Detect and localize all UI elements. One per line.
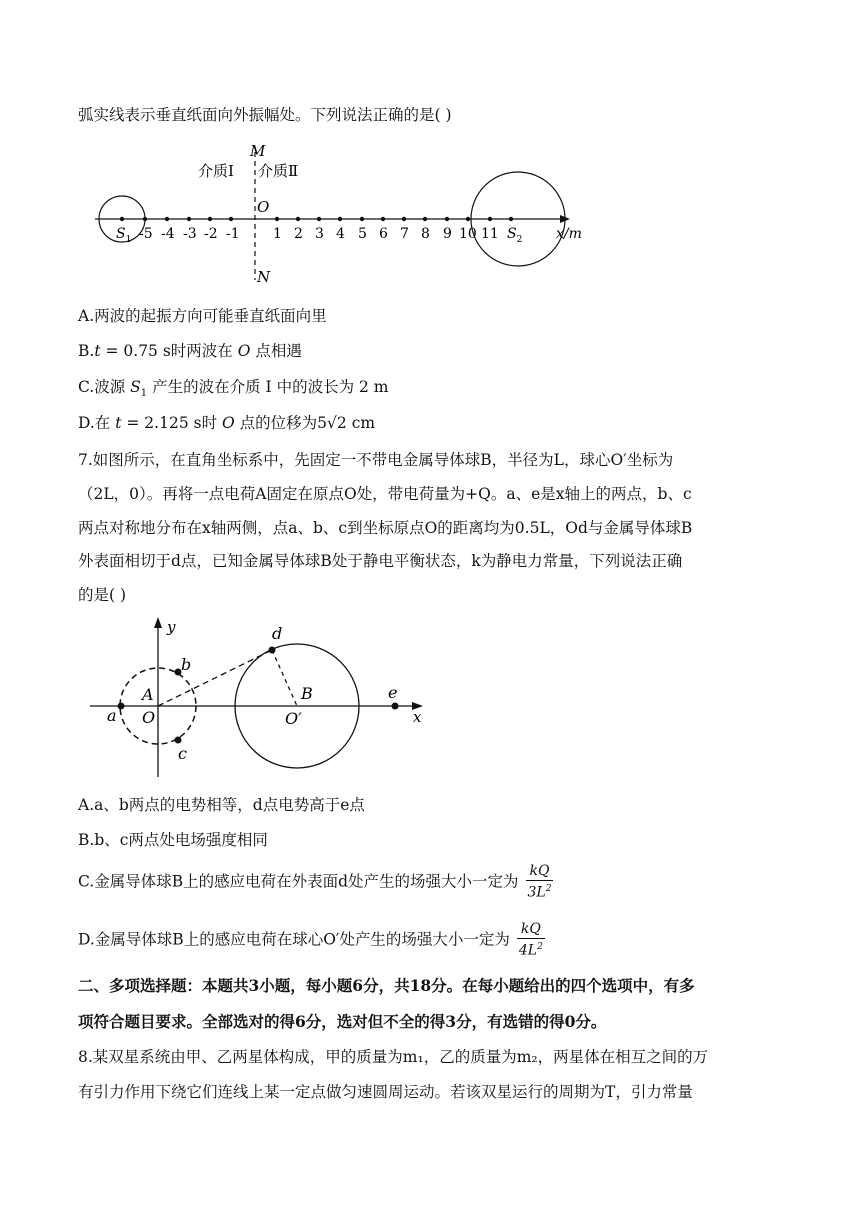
label-c: c xyxy=(178,744,187,763)
label-O: O xyxy=(257,198,270,216)
q6-option-d: D.在 t = 2.125 s时 O 点的位移为5√2 cm xyxy=(78,414,376,432)
label-S2: $S_2$ xyxy=(507,226,523,245)
q7-stem-line3: 两点对称地分布在x轴两侧，点a、b、c到坐标原点O的距离均为0.5L，Od与金属导体球B xyxy=(78,519,693,537)
q7-stem-line1: 7.如图所示，在直角坐标系中，先固定一不带电金属导体球B，半径为L，球心O′坐标为 xyxy=(78,451,674,469)
section2-heading-line2: 项符合题目要求。全部选对的得6分，选对但不全的得3分，有选错的得0分。 xyxy=(78,1012,607,1031)
fraction-kq-4l2: $\frac{kQ}{4L^2}$ xyxy=(518,921,543,959)
label-a: a xyxy=(107,706,117,725)
label-O: O xyxy=(142,708,156,727)
q6-wave-figure xyxy=(90,140,610,290)
tick-11: 11 xyxy=(481,226,499,242)
q6-intro: 弧实线表示垂直纸面向外振幅处。下列说法正确的是( ) xyxy=(78,106,452,124)
q7-stem-line5: 的是( ) xyxy=(78,586,127,604)
q7-option-a: A.a、b两点的电势相等，d点电势高于e点 xyxy=(78,796,365,814)
label-M: M xyxy=(250,142,266,160)
label-Oprime: O′ xyxy=(285,709,302,728)
label-A: A xyxy=(142,685,154,704)
q8-stem-line1: 8.某双星系统由甲、乙两星体构成，甲的质量为m₁，乙的质量为m₂，两星体在相互之间的万 xyxy=(78,1048,709,1066)
label-e: e xyxy=(388,683,398,702)
q7-option-d: D.金属导体球B上的感应电荷在球心O′处产生的场强大小一定为 $\frac{kQ}{4L^2}$ xyxy=(78,921,543,959)
tick-neg-2: -2 xyxy=(204,226,218,242)
tick-neg-4: -4 xyxy=(161,226,175,242)
axis-label: x/m xyxy=(556,226,582,242)
fraction-kq-3l2: $\frac{kQ}{3L^2}$ xyxy=(527,863,552,901)
tick-9: 9 xyxy=(443,226,452,242)
tick-4: 4 xyxy=(336,226,345,242)
q7-stem-line4: 外表面相切于d点，已知金属导体球B处于静电平衡状态，k为静电力常量，下列说法正确 xyxy=(78,552,683,570)
tick-neg-1: -1 xyxy=(226,226,240,242)
tick-5: 5 xyxy=(358,226,367,242)
tick-2: 2 xyxy=(294,226,303,242)
label-x: x xyxy=(413,708,422,726)
q6-option-b: B.t = 0.75 s时两波在 O 点相遇 xyxy=(78,342,302,360)
q7-option-b: B.b、c两点处电场强度相同 xyxy=(78,831,268,849)
tick-1: 1 xyxy=(273,226,282,242)
q7-option-c: C.金属导体球B上的感应电荷在外表面d处产生的场强大小一定为 $\frac{kQ}{3L^2}$ xyxy=(78,863,552,901)
label-d: d xyxy=(272,624,283,643)
label-S1: $S_1$ xyxy=(116,226,132,245)
label-y: y xyxy=(167,618,176,636)
q7-sphere-figure xyxy=(85,612,445,784)
label-b: b xyxy=(181,655,192,674)
label-medium1: 介质Ⅰ xyxy=(198,162,234,180)
tick-10: 10 xyxy=(459,226,477,242)
q7-stem-line2: （2L，0）。再将一点电荷A固定在原点O处，带电荷量为+Q。a、e是x轴上的两点，b、c xyxy=(78,485,692,503)
tick-7: 7 xyxy=(400,226,409,242)
q8-stem-line2: 有引力作用下绕它们连线上某一定点做匀速圆周运动。若该双星运行的周期为T，引力常量 xyxy=(78,1083,693,1101)
tick-3: 3 xyxy=(315,226,324,242)
tick-8: 8 xyxy=(421,226,430,242)
tick-neg-5: -5 xyxy=(139,226,153,242)
label-medium2: 介质Ⅱ xyxy=(258,162,299,180)
q6-option-a: A.两波的起振方向可能垂直纸面向里 xyxy=(78,307,327,325)
label-B: B xyxy=(301,684,313,703)
label-N: N xyxy=(257,268,271,286)
q6-option-c: C.波源 $S_1$ 产生的波在介质 I 中的波长为 2 m xyxy=(78,378,389,400)
section2-heading-line1: 二、多项选择题：本题共3小题，每小题6分，共18分。在每小题给出的四个选项中，有多 xyxy=(78,976,695,995)
tick-6: 6 xyxy=(379,226,388,242)
tick-neg-3: -3 xyxy=(183,226,197,242)
